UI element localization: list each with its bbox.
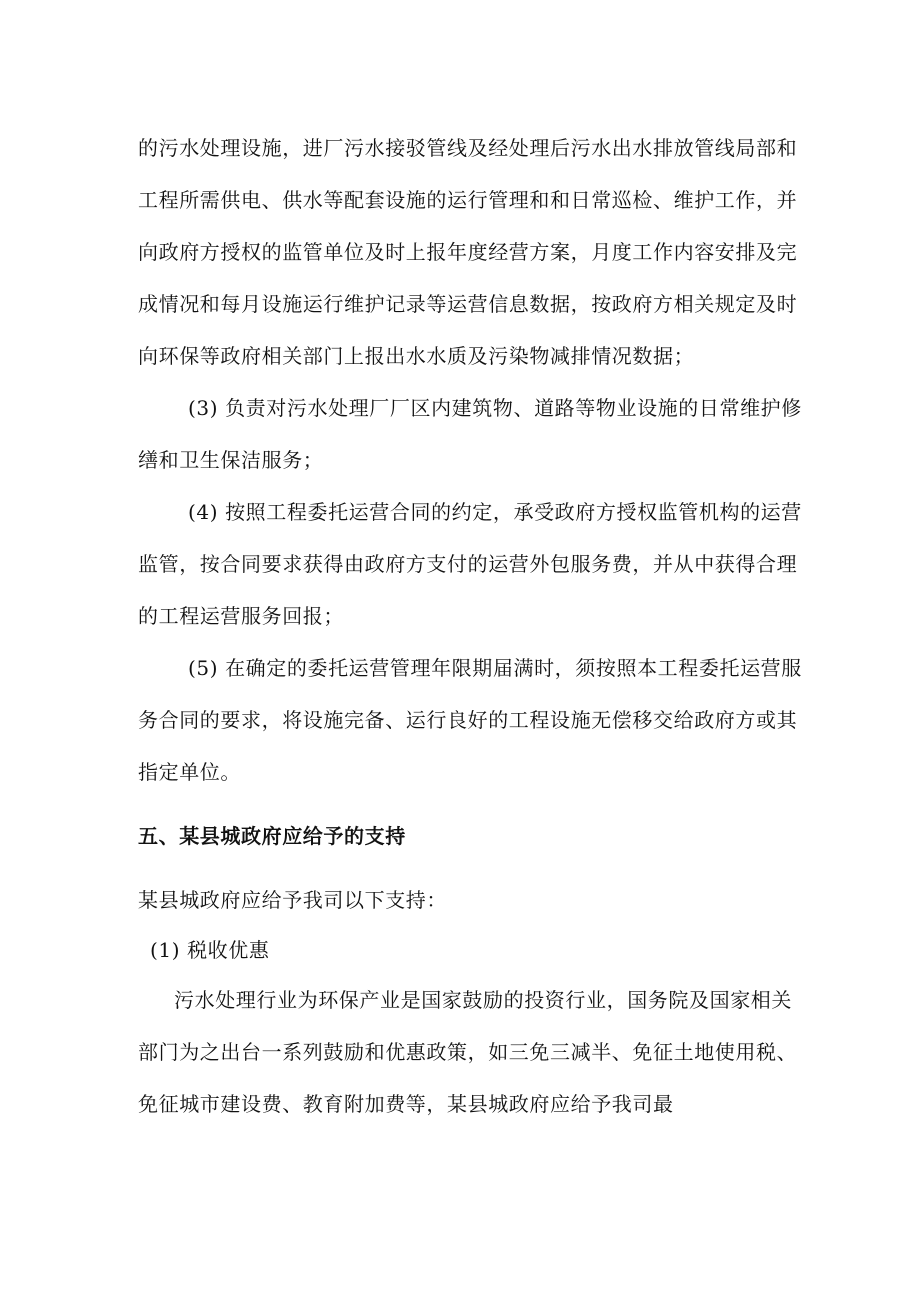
item4-line-3: 的工程运营服务回报； [138, 604, 344, 628]
para1-line-2: 工程所需供电、供水等配套设施的运行管理和和日常巡检、维护工作，并 [138, 188, 798, 212]
para-last-line-3: 免征城市建设费、教育附加费等，某县城政府应给予我司最 [138, 1092, 674, 1116]
para1-line-5: 向环保等政府相关部门上报出水水质及污染物减排情况数据； [138, 344, 695, 368]
section-heading: 五、某县城政府应给予的支持 [138, 824, 406, 848]
item5-line-2: 务合同的要求，将设施完备、运行良好的工程设施无偿移交给政府方或其 [138, 708, 798, 732]
para-last-line-2: 部门为之出台一系列鼓励和优惠政策，如三免三减半、免征土地使用税、 [138, 1040, 798, 1064]
subitem-tax-heading: (1) 税收优惠 [150, 938, 270, 962]
item4-line-1: (4) 按照工程委托运营合同的约定，承受政府方授权监管机构的运营 [188, 500, 802, 524]
item5-line-3: 指定单位。 [138, 760, 241, 784]
intro-line: 某县城政府应给予我司以下支持： [138, 888, 447, 912]
para1-line-1: 的污水处理设施，进厂污水接驳管线及经处理后污水出水排放管线局部和 [138, 136, 798, 160]
para1-line-3: 向政府方授权的监管单位及时上报年度经营方案，月度工作内容安排及完 [138, 240, 798, 264]
item3-line-2: 缮和卫生保洁服务； [138, 448, 324, 472]
item5-line-1: (5) 在确定的委托运营管理年限期届满时，须按照本工程委托运营服 [188, 656, 802, 680]
para-last-line-1: 污水处理行业为环保产业是国家鼓励的投资行业，国务院及国家相关 [174, 988, 792, 1012]
item4-line-2: 监管，按合同要求获得由政府方支付的运营外包服务费，并从中获得合理 [138, 552, 798, 576]
item3-line-1: (3) 负责对污水处理厂厂区内建筑物、道路等物业设施的日常维护修 [188, 396, 802, 420]
para1-line-4: 成情况和每月设施运行维护记录等运营信息数据，按政府方相关规定及时 [138, 292, 798, 316]
